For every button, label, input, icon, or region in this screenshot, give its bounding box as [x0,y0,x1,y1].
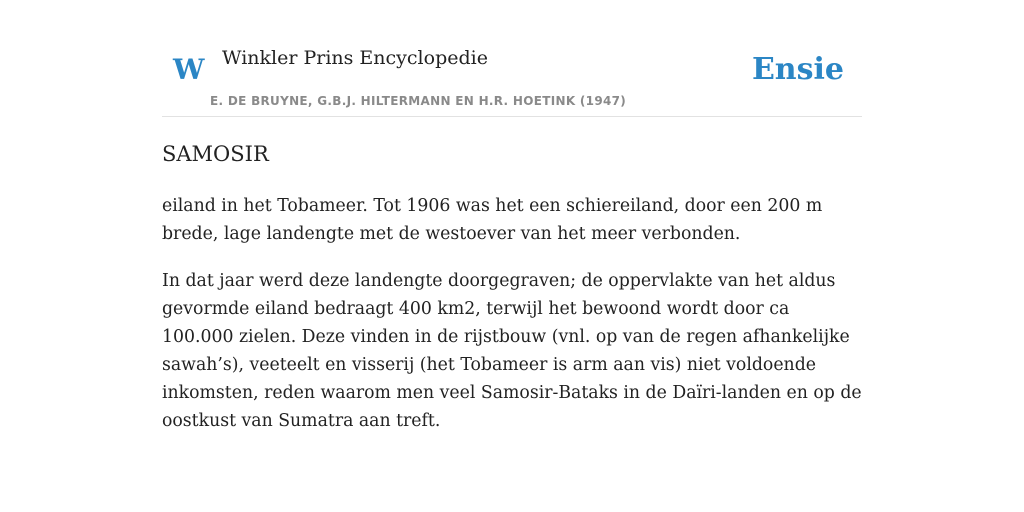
encyclopedia-logo[interactable]: W [173,53,205,86]
article-paragraph-2: In dat jaar werd deze landengte doorgegraven; de oppervlakte van het aldus gevormde eiland bedraagt 400 km2, terwijl het bewoond wordt door ca 100.000 zielen. Deze vinden in de rijstbouw (vnl. op van de regen afhankelijke sawah’s), veeteelt en visserij (het Tobameer is arm aan vis) niet voldoende inkomsten, reden waarom men veel Samosir-Bataks in de Daïri-landen en op de oostkust van Sumatra aan treft. [162,271,862,431]
site-header [162,0,862,117]
article-body [162,192,862,454]
encyclopedia-title-link[interactable]: Winkler Prins Encyclopedie [222,47,488,69]
article-paragraph-1: eiland in het Tobameer. Tot 1906 was het een schiereiland, door een 200 m brede, lage landengte met de westoever van het meer verbonden. [162,196,823,244]
article-title: SAMOSIR [162,142,269,166]
ensie-brand-logo[interactable]: Ensie [751,52,844,87]
authors-line: E. DE BRUYNE, G.B.J. HILTERMANN EN H.R. HOETINK (1947) [210,94,627,108]
